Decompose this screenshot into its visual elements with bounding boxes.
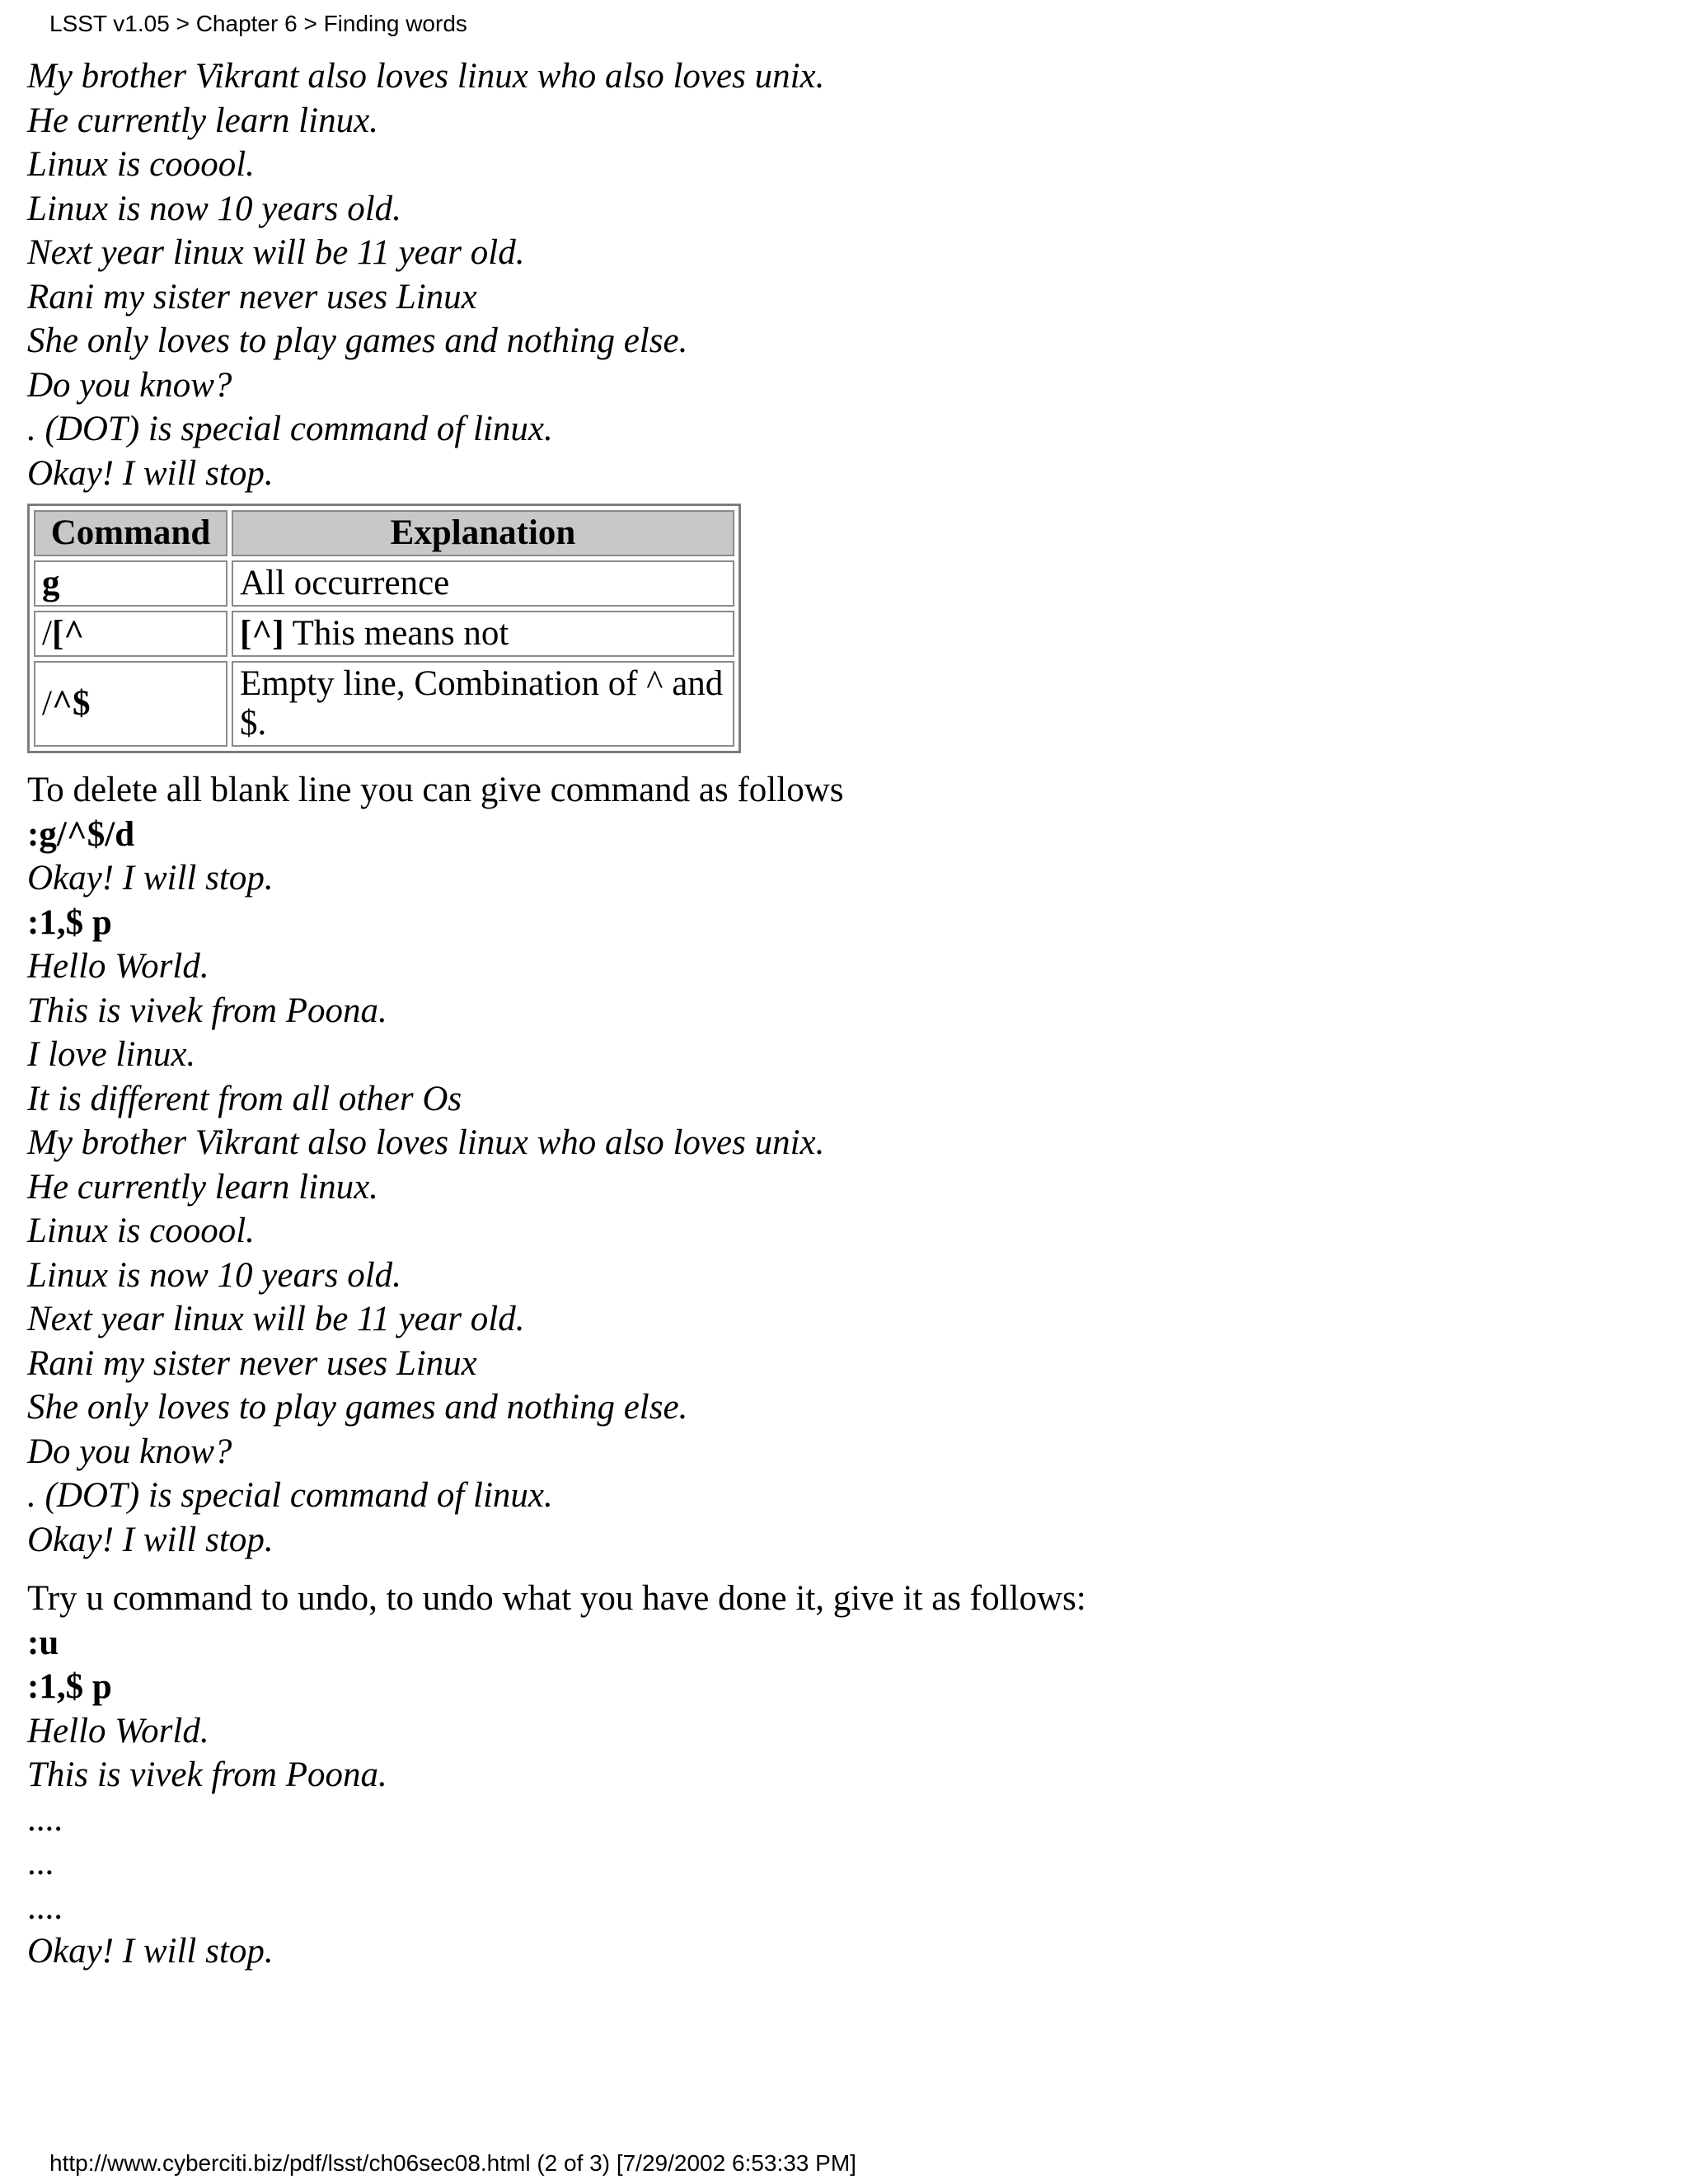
output-line: Hello World. (27, 1711, 209, 1750)
output-line: Linux is now 10 years old. (27, 1255, 401, 1295)
output-line: He currently learn linux. (27, 101, 378, 140)
command-table (27, 504, 741, 753)
output-line: . (DOT) is special command of linux. (27, 1476, 553, 1515)
output-line: . (DOT) is special command of linux. (27, 410, 553, 448)
section-delete-blank-lines (27, 768, 1659, 1562)
command-text: g (42, 564, 60, 602)
output-line: Linux is now 10 years old. (27, 189, 401, 228)
command-cell (34, 560, 227, 607)
explanation-cell (232, 661, 734, 747)
output-line: Do you know? (27, 365, 232, 405)
output-line: Do you know? (27, 1432, 232, 1471)
explanation-text: All occurrence (240, 564, 450, 602)
command-text: [^ (51, 614, 85, 653)
output-line: Rani my sister never uses Linux (27, 1343, 477, 1383)
output-line: This is vivek from Poona. (27, 991, 387, 1030)
column-header-command: Command (34, 510, 227, 556)
spacer (27, 1562, 1659, 1577)
file-output-block-top (27, 54, 1659, 495)
output-line: Okay! I will stop. (27, 859, 274, 898)
output-line: She only loves to play games and nothing else. (27, 1388, 688, 1427)
table-header-row (34, 510, 734, 556)
command-line: :g/^$/d (27, 814, 135, 854)
ellipsis-line: ... (27, 1844, 54, 1882)
output-line: My brother Vikrant also loves linux who also loves unix. (27, 1123, 825, 1162)
ellipsis-line: .... (27, 1887, 63, 1927)
column-header-explanation: Explanation (232, 510, 734, 556)
paragraph-text: To delete all blank line you can give command as follows (27, 771, 844, 809)
spacer (27, 753, 1659, 768)
output-line: She only loves to play games and nothing else. (27, 321, 688, 360)
page-header-breadcrumb: LSST v1.05 > Chapter 6 > Finding words (49, 11, 467, 36)
explanation-text: Empty line, Combination of ^ and $. (240, 664, 724, 743)
document-body (27, 54, 1659, 1974)
command-line: :u (27, 1623, 59, 1662)
output-line: He currently learn linux. (27, 1167, 378, 1207)
output-line: Linux is cooool. (27, 145, 255, 184)
paragraph-text: Try u command to undo, to undo what you have done it, give it as follows: (27, 1579, 1086, 1618)
output-line: I love linux. (27, 1035, 196, 1074)
table-row (34, 560, 734, 607)
explanation-cell (232, 560, 734, 607)
output-line: Next year linux will be 11 year old. (27, 1300, 525, 1338)
command-prefix: / (42, 684, 52, 723)
output-line: This is vivek from Poona. (27, 1755, 387, 1794)
page-footer-url: http://www.cyberciti.biz/pdf/lsst/ch06sec08.html (2 of 3) [7/29/2002 6:53:33 PM] (49, 2150, 856, 2176)
explanation-cell (232, 611, 734, 657)
output-line: Okay! I will stop. (27, 1520, 274, 1559)
output-line: My brother Vikrant also loves linux who also loves unix. (27, 57, 825, 96)
output-line: Rani my sister never uses Linux (27, 277, 477, 316)
explanation-text: This means not (284, 614, 509, 653)
output-line: Okay! I will stop. (27, 1932, 274, 1971)
ellipsis-line: .... (27, 1799, 63, 1839)
command-cell (34, 661, 227, 747)
command-line: :1,$ p (27, 902, 112, 942)
table-row (34, 661, 734, 747)
output-line: Okay! I will stop. (27, 453, 274, 493)
output-line: It is different from all other Os (27, 1079, 462, 1118)
output-line: Next year linux will be 11 year old. (27, 233, 525, 272)
section-undo (27, 1577, 1659, 1974)
command-cell (34, 611, 227, 657)
command-prefix: / (42, 614, 52, 653)
output-line: Linux is cooool. (27, 1212, 255, 1250)
command-line: :1,$ p (27, 1667, 112, 1706)
table-row (34, 611, 734, 657)
explanation-bold: [^] (240, 614, 284, 653)
output-line: Hello World. (27, 947, 209, 986)
command-text: ^$ (51, 684, 91, 723)
